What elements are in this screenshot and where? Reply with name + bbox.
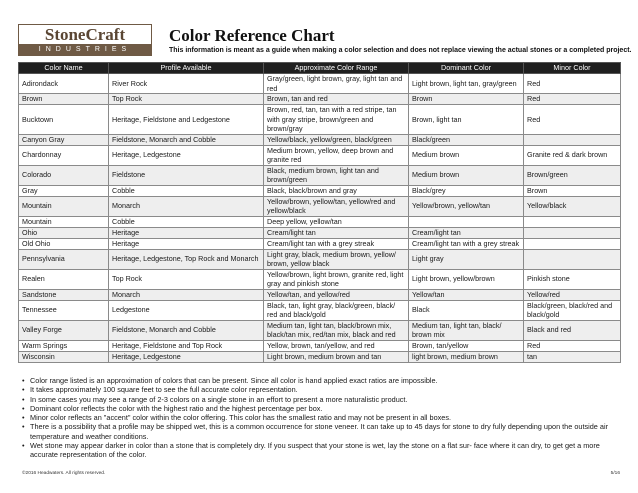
header (18, 24, 632, 60)
table-cell: Wisconsin (19, 351, 109, 362)
table-cell: Granite red & dark brown (524, 145, 621, 165)
table-row (19, 105, 621, 135)
table-cell: Light gray (409, 249, 524, 269)
stonecraft-logo (18, 24, 152, 56)
note-item: • It takes approximately 100 square feet to see the full accurate color representation. (22, 385, 622, 394)
table-cell: Light gray, black, medium brown, yellow/ brown, yellow black (264, 249, 409, 269)
table-cell: Black, medium brown, light tan and brown/green (264, 165, 409, 185)
page-subtitle: This information is meant as a guide when making a color selection and does not replace viewing the actual stones or a completed project. (169, 47, 632, 54)
table-cell: Heritage, Fieldstone and Top Rock (109, 340, 264, 351)
table-cell: Pennsylvania (19, 249, 109, 269)
table-cell: Bucktown (19, 105, 109, 135)
table-cell: Canyon Gray (19, 134, 109, 145)
table-row (19, 269, 621, 289)
table-cell: Mountain (19, 216, 109, 227)
table-cell: Top Rock (109, 94, 264, 105)
table-cell: Colorado (19, 165, 109, 185)
table-cell: Light brown, medium brown and tan (264, 351, 409, 362)
table-row (19, 185, 621, 196)
table-row (19, 249, 621, 269)
logo-brand: StoneCraft (44, 25, 126, 44)
table-cell: Yellow/brown, yellow/tan, yellow/red and yellow/black (264, 196, 409, 216)
table-cell: Cream/light tan with a grey streak (409, 238, 524, 249)
table-cell: Heritage, Ledgestone (109, 351, 264, 362)
table-cell (409, 216, 524, 227)
table-cell: Heritage (109, 227, 264, 238)
table-cell: Cobble (109, 185, 264, 196)
table-cell: Brown/green (524, 165, 621, 185)
table-cell: Mountain (19, 196, 109, 216)
table-cell: Yellow/red (524, 289, 621, 300)
table-row (19, 351, 621, 362)
table-cell: Heritage, Ledgestone, Top Rock and Monarch (109, 249, 264, 269)
table-cell: Brown, light tan (409, 105, 524, 135)
table-row (19, 227, 621, 238)
note-item: • Minor color reflects an "accent" color within the color offering. This color has the smallest ratio and may not be present in all boxes. (22, 413, 622, 422)
table-cell: Heritage, Fieldstone and Ledgestone (109, 105, 264, 135)
column-header: Minor Color (524, 63, 621, 74)
table-row (19, 94, 621, 105)
table-cell: Yellow/brown, yellow/tan (409, 196, 524, 216)
table-row (19, 74, 621, 94)
table-row (19, 145, 621, 165)
table-header-row (19, 63, 621, 74)
table-cell: Black and red (524, 320, 621, 340)
table-cell: Black (409, 300, 524, 320)
table-row (19, 320, 621, 340)
table-cell: Fieldstone, Monarch and Cobble (109, 134, 264, 145)
table-cell: Red (524, 340, 621, 351)
table-cell: Tennessee (19, 300, 109, 320)
table-cell: Monarch (109, 289, 264, 300)
table-row (19, 134, 621, 145)
table-cell: Black/grey (409, 185, 524, 196)
table-row (19, 300, 621, 320)
table-row (19, 165, 621, 185)
table-cell: Yellow/black (524, 196, 621, 216)
table-row (19, 196, 621, 216)
table-row (19, 238, 621, 249)
page-date: 5/16 (610, 471, 620, 476)
table-cell: Top Rock (109, 269, 264, 289)
copyright: ©2016 Headwaters. All rights reserved. (22, 471, 106, 476)
table-cell (524, 249, 621, 269)
table-cell: Adirondack (19, 74, 109, 94)
table-cell (524, 134, 621, 145)
table-row (19, 289, 621, 300)
table-cell: light brown, medium brown (409, 351, 524, 362)
table-cell: Medium brown (409, 165, 524, 185)
table-cell: Gray (19, 185, 109, 196)
table-cell: Red (524, 74, 621, 94)
table-cell (524, 238, 621, 249)
column-header: Profile Available (109, 63, 264, 74)
table-cell: Yellow/black, yellow/green, black/green (264, 134, 409, 145)
table-cell: Gray/green, light brown, gray, light tan and red (264, 74, 409, 94)
table-cell: Yellow, brown, tan/yellow, and red (264, 340, 409, 351)
page-title: Color Reference Chart (169, 26, 335, 45)
table-cell: Black/green, black/red and black/gold (524, 300, 621, 320)
table-row (19, 340, 621, 351)
table-cell: Brown (524, 185, 621, 196)
note-item: • Dominant color reflects the color with the highest ratio and the highest percentage per box. (22, 404, 622, 413)
table-cell: Black, black/brown and gray (264, 185, 409, 196)
table-cell: Fieldstone, Monarch and Cobble (109, 320, 264, 340)
table-cell (524, 216, 621, 227)
table-cell: Red (524, 94, 621, 105)
table-cell: Valley Forge (19, 320, 109, 340)
table-cell: Chardonnay (19, 145, 109, 165)
table-cell: Brown, red, tan, tan with a red stripe, tan with gray stripe, brown/green and brown/gray (264, 105, 409, 135)
note-item: • Wet stone may appear darker in color than a stone that is completely dry. If you suspect that your stone is wet, lay the stone on a flat sur- face where it can dry, to get get a more accurate representation of the color. (22, 441, 622, 460)
table-cell: Medium brown, yellow, deep brown and granite red (264, 145, 409, 165)
table-cell: Brown (19, 94, 109, 105)
table-cell: Old Ohio (19, 238, 109, 249)
table-cell: Light brown, yellow/brown (409, 269, 524, 289)
table-row (19, 216, 621, 227)
table-cell: Brown (409, 94, 524, 105)
column-header: Approximate Color Range (264, 63, 409, 74)
table-cell: Heritage, Ledgestone (109, 145, 264, 165)
table-cell: Cream/light tan with a grey streak (264, 238, 409, 249)
table-cell: Medium tan, light tan, black/brown mix, black/tan mix, red/tan mix, black and red (264, 320, 409, 340)
table-cell: Brown, tan and red (264, 94, 409, 105)
note-item: • There is a possibility that a profile may be shipped wet, this is a common occurrence for stone veneer. It can take up to 45 days for stone to dry fully depending upon the outside air temperature and weather conditions. (22, 422, 622, 441)
column-header: Color Name (19, 63, 109, 74)
logo-sub: INDUSTRIES (19, 44, 151, 55)
table-cell: Sandstone (19, 289, 109, 300)
table-cell (524, 227, 621, 238)
table-cell: Black, tan, light gray, black/green, black/ red and black/gold (264, 300, 409, 320)
table-cell: Monarch (109, 196, 264, 216)
table-cell: Yellow/tan, and yellow/red (264, 289, 409, 300)
table-cell: Heritage (109, 238, 264, 249)
table-cell: Medium tan, light tan, black/ brown mix (409, 320, 524, 340)
note-item: • Color range listed is an approximation of colors that can be present. Since all color is hand applied exact ratios are impossible. (22, 376, 622, 385)
table-cell: Brown, tan/yellow (409, 340, 524, 351)
note-item: • In some cases you may see a range of 2-3 colors on a single stone in an effort to present a more naturalistic product. (22, 395, 622, 404)
table-cell: Cream/light tan (409, 227, 524, 238)
table-cell: Medium brown (409, 145, 524, 165)
table-cell: Yellow/tan (409, 289, 524, 300)
table-cell: Light brown, light tan, gray/green (409, 74, 524, 94)
column-header: Dominant Color (409, 63, 524, 74)
table-cell: Warm Springs (19, 340, 109, 351)
table-cell: Ledgestone (109, 300, 264, 320)
table-cell: Yellow/brown, light brown, granite red, light gray and pinkish stone (264, 269, 409, 289)
table-cell: Pinkish stone (524, 269, 621, 289)
color-reference-table (18, 62, 621, 363)
notes-list (22, 376, 622, 460)
table-body (19, 74, 621, 363)
table-cell: Red (524, 105, 621, 135)
table-cell: Realen (19, 269, 109, 289)
table-cell: Deep yellow, yellow/tan (264, 216, 409, 227)
table-cell: Fieldstone (109, 165, 264, 185)
table-cell: tan (524, 351, 621, 362)
table-cell: River Rock (109, 74, 264, 94)
table-cell: Black/green (409, 134, 524, 145)
table-cell: Cobble (109, 216, 264, 227)
table-cell: Ohio (19, 227, 109, 238)
table-cell: Cream/light tan (264, 227, 409, 238)
